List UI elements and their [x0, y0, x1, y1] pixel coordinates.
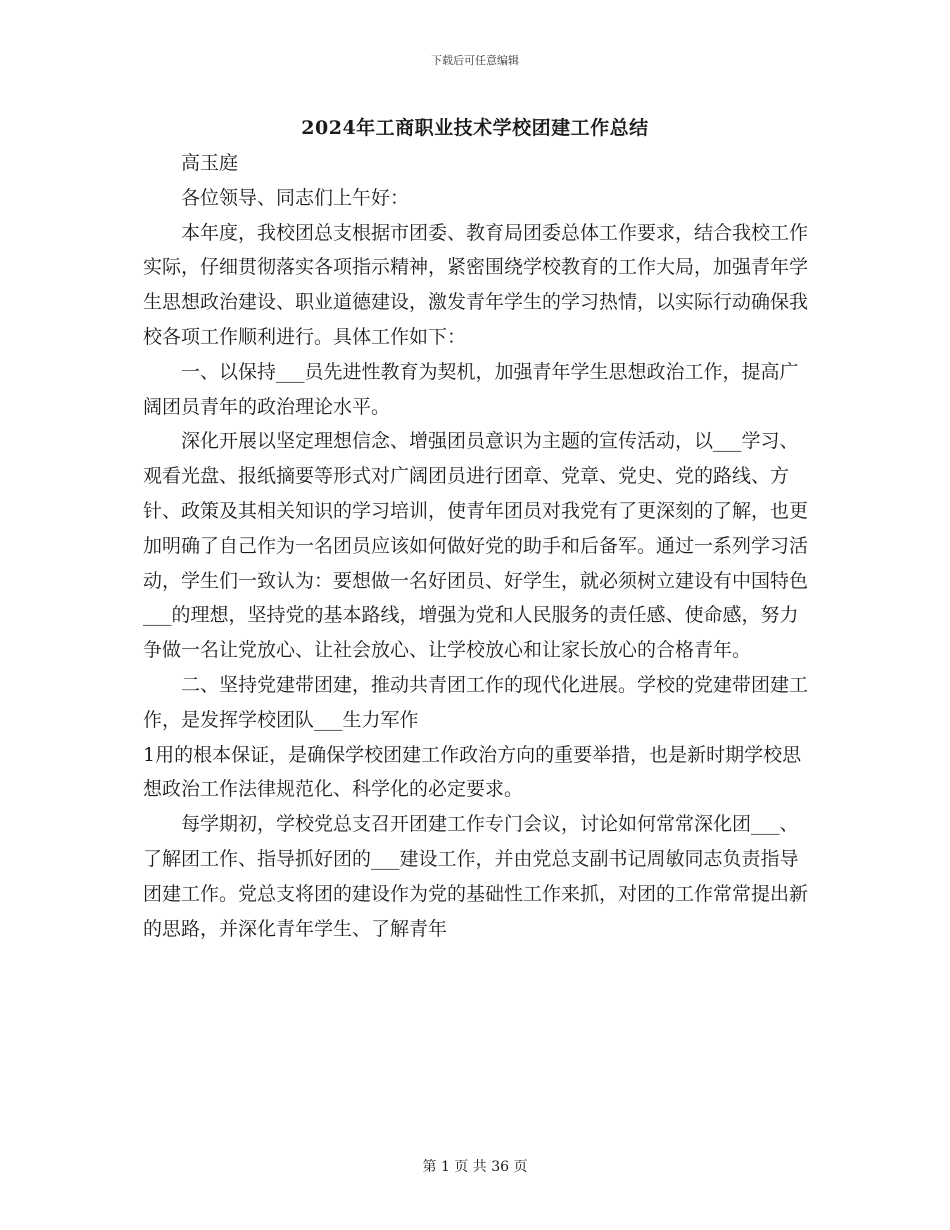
paragraph-section-1-heading: 一、以保持___员先进性教育为契机，加强青年学生思想政治工作，提高广阔团员青年的政治理论水平。: [143, 360, 799, 418]
page-number-footer: 第 1 页 共 36 页: [422, 1159, 528, 1175]
paragraph-section-2-continued: 1用的根本保证，是确保学校团建工作政治方向的重要举措，也是新时期学校思想政治工作法律规范化、科学化的必定要求。: [143, 743, 802, 801]
paragraph-section-2-heading: 二、坚持党建带团建，推动共青团工作的现代化进展。学校的党建带团建工作，是发挥学校团队___生力军作: [143, 673, 809, 731]
author-name: 高玉庭: [181, 152, 239, 174]
paragraph-greeting: 各位领导、同志们上午好：: [181, 186, 410, 209]
paragraph-intro: 本年度，我校团总支根据市团委、教育局团委总体工作要求，结合我校工作实际，仔细贯彻落实各项指示精神，紧密围绕学校教育的工作大局，加强青年学生思想政治建设、职业道德建设，激发青年学生的学习热情，以实际行动确保我校各项工作顺利进行。具体工作如下：: [143, 221, 809, 348]
document-title: 2024年工商职业技术学校团建工作总结: [301, 117, 649, 139]
header-note: 下载后可任意编辑: [431, 54, 519, 67]
paragraph-section-2-body: 每学期初，学校党总支召开团建工作专门会议，讨论如何常常深化团___、了解团工作、指导抓好团的___建设工作，并由党总支副书记周敏同志负责指导团建工作。党总支将团的建设作为党的基础性工作来抓，对团的工作常常提出新的思路，并深化青年学生、了解青年: [143, 813, 809, 940]
document-body: [143, 146, 813, 946]
paragraph-section-1-body: 深化开展以坚定理想信念、增强团员意识为主题的宣传活动，以___学习、观看光盘、报纸摘要等形式对广阔团员进行团章、党章、党史、党的路线、方针、政策及其相关知识的学习培训，使青年团员对我党有了更深刻的了解，也更加明确了自己作为一名团员应该如何做好党的助手和后备军。通过一系列学习活动，学生们一致认为：要想做一名好团员、好学生，就必须树立建设有中国特色___的理想，坚持党的基本路线，增强为党和人民服务的责任感、使命感，努力争做一名让党放心、让社会放心、让学校放心和让家长放心的合格青年。: [143, 430, 809, 662]
